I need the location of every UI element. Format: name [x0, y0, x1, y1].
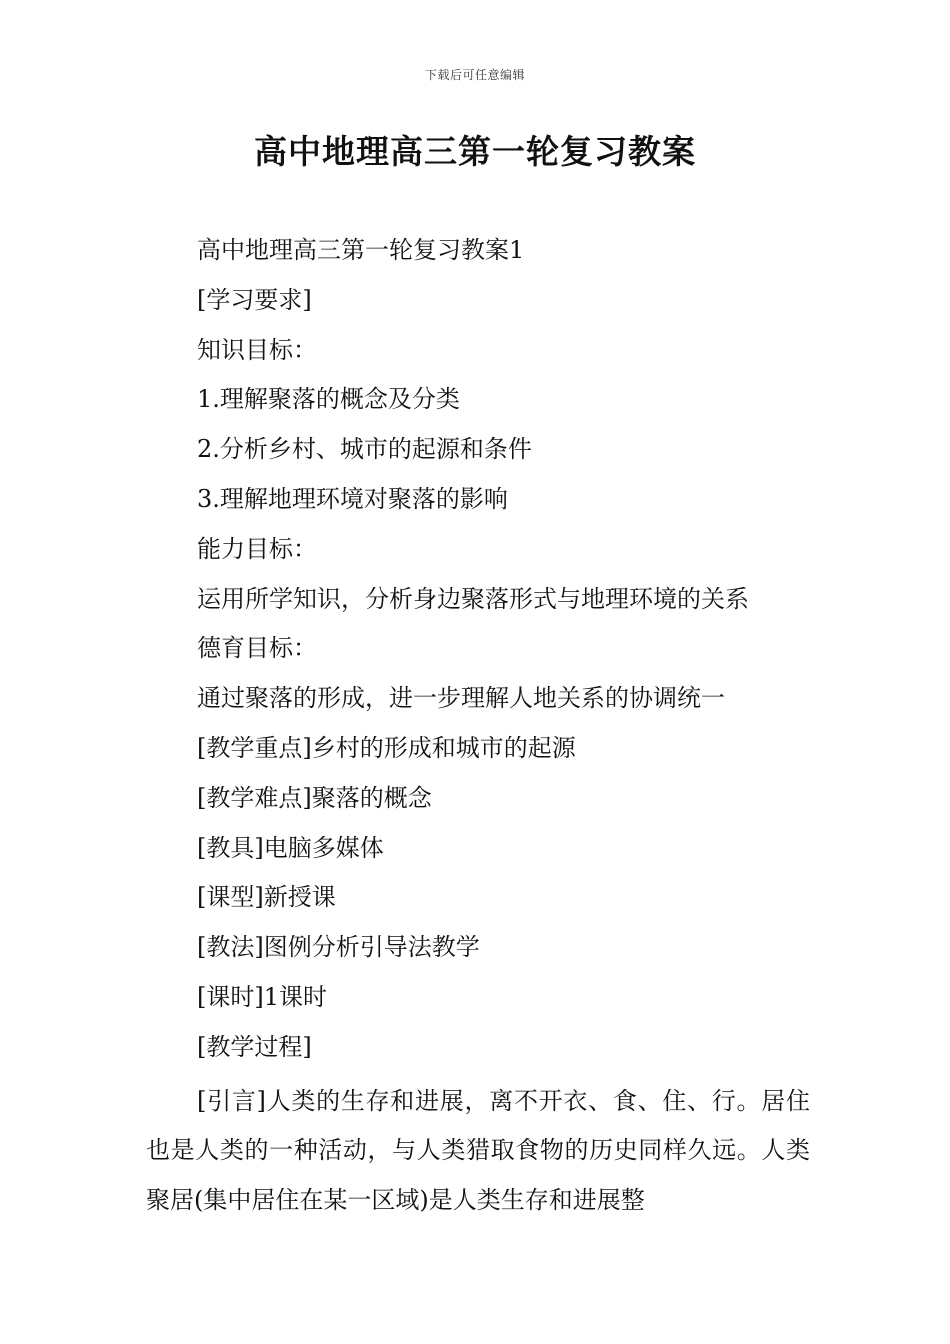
- teaching-process-heading: [教学过程]: [197, 1032, 312, 1061]
- page-header-note: 下载后可任意编辑: [424, 68, 525, 82]
- teaching-method: [教法]图例分析引导法教学: [197, 933, 480, 962]
- subtitle-line: 高中地理高三第一轮复习教案1: [197, 236, 525, 264]
- moral-goal-text: 通过聚落的形成，进一步理解人地关系的协调统一: [197, 684, 725, 713]
- ability-goal-text: 运用所学知识，分析身边聚落形式与地理环境的关系: [197, 584, 749, 613]
- teaching-key-point: [教学重点]乡村的形成和城市的起源: [197, 733, 576, 762]
- section-heading-learning-requirements: [学习要求]: [197, 285, 312, 314]
- moral-goals-label: 德育目标：: [197, 634, 317, 663]
- knowledge-goal-item: 1.理解聚落的概念及分类: [197, 385, 460, 414]
- teaching-aids: [教具]电脑多媒体: [197, 833, 384, 862]
- lesson-type: [课型]新授课: [197, 883, 336, 912]
- teaching-difficulty: [教学难点]聚落的概念: [197, 783, 432, 812]
- knowledge-goal-item: 3.理解地理环境对聚落的影响: [197, 484, 508, 513]
- introduction-paragraph: [引言]人类的生存和进展，离不开衣、食、住、行。居住也是人类的一种活动，与人类猎取食物的历史同样久远。人类聚居(集中居住在某一区域)是人类生存和进展整: [146, 1086, 810, 1215]
- document-body: [146, 230, 810, 1226]
- knowledge-goals-label: 知识目标：: [197, 335, 317, 364]
- class-hours: [课时]1课时: [197, 982, 327, 1011]
- ability-goals-label: 能力目标：: [197, 534, 317, 563]
- knowledge-goal-item: 2.分析乡村、城市的起源和条件: [197, 435, 532, 464]
- document-title: 高中地理高三第一轮复习教案: [254, 132, 696, 171]
